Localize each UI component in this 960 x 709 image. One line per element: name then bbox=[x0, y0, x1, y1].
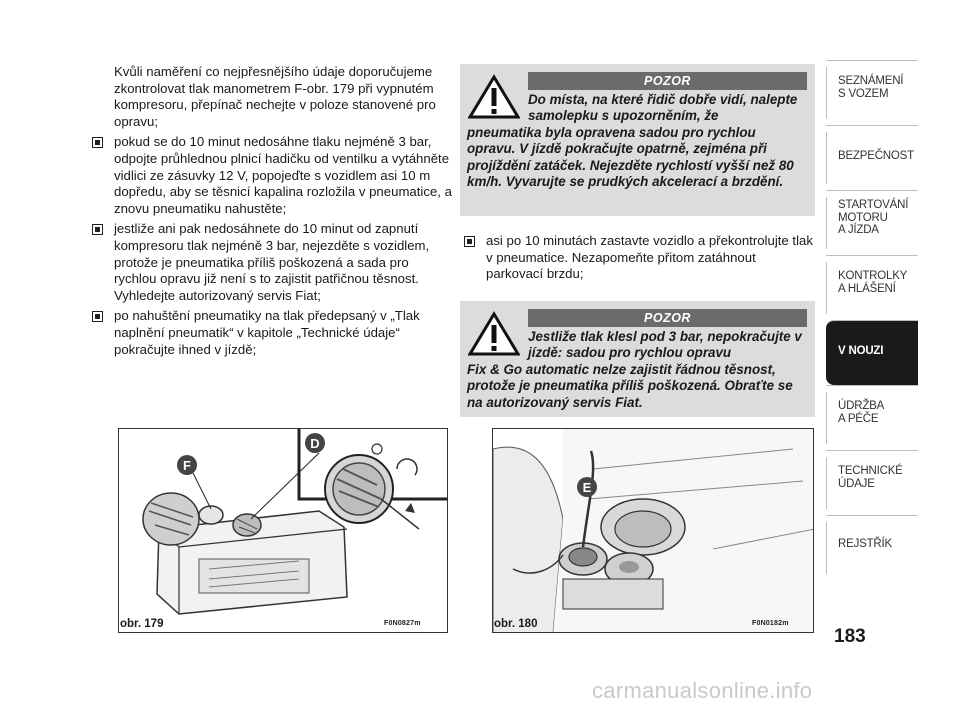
label-d: D bbox=[310, 436, 320, 451]
figure-code: F0N0827m bbox=[384, 620, 421, 627]
compressor-illustration bbox=[119, 429, 448, 633]
warning-text: pneumatika byla opravena sadou pro rychlou opravu. V jízdě pokračujte opatrně, zejména při projíždění zatáček. Nejezděte rychlostí vyšší než 80 km/h. Vyvarujte se prudkých akcelerací a brzdění. bbox=[467, 124, 794, 190]
figure-code: F0N0182m bbox=[752, 620, 789, 627]
warning-triangle-icon bbox=[468, 311, 520, 357]
figure-caption: obr. 180 bbox=[494, 618, 538, 630]
nav-item-kontrolky[interactable]: KONTROLKY A HLÁŠENÍ bbox=[826, 255, 918, 320]
nav-item-v-nouzi[interactable]: V NOUZI bbox=[826, 320, 918, 385]
label-e: E bbox=[582, 480, 592, 495]
intro-paragraph: Kvůli naměření co nejpřesnějšího údaje doporučujeme zkontrolovat tlak manometrem F-obr. 179 při vypnutém kompresoru, přepínač nechejte v poloze stanovené pro opravu; bbox=[114, 64, 436, 129]
nav-item-rejstrik[interactable]: REJSTŘÍK bbox=[826, 515, 918, 580]
warning-box bbox=[460, 64, 815, 216]
figure-179-compressor bbox=[118, 428, 448, 633]
warning-text: Fix & Go automatic nelze zajistit řádnou těsnost, protože je pneumatika příliš poškozená. Obraťte se na autorizovaný servis Fiat. bbox=[467, 361, 793, 410]
socket-illustration bbox=[493, 429, 814, 633]
figure-180-socket bbox=[492, 428, 814, 633]
warning-box bbox=[460, 301, 815, 417]
page-number: 183 bbox=[834, 626, 866, 647]
left-column bbox=[92, 64, 452, 362]
nav-item-bezpecnost[interactable]: BEZPEČNOST bbox=[826, 125, 918, 190]
checkbox-bullet-icon bbox=[464, 236, 475, 247]
warning-heading: POZOR bbox=[528, 309, 807, 327]
list-item: po nahuštění pneumatiky na tlak předepsaný v „Tlak naplnění pneumatik“ v kapitole „Technické údaje“ pokračujte ihned v jízdě; bbox=[92, 308, 452, 358]
nav-item-seznameni[interactable]: SEZNÁMENÍ S VOZEM bbox=[826, 60, 918, 125]
nav-item-udrzba[interactable]: ÚDRŽBA A PÉČE bbox=[826, 385, 918, 450]
watermark: carmanualsonline.info bbox=[592, 678, 813, 703]
checkbox-bullet-icon bbox=[92, 311, 103, 322]
warning-text-first: Jestliže tlak klesl pod 3 bar, nepokračujte v jízdě: sadou pro rychlou opravu bbox=[528, 329, 802, 361]
warning-heading: POZOR bbox=[528, 72, 807, 90]
label-f: F bbox=[183, 458, 191, 473]
list-item: asi po 10 minutách zastavte vozidlo a překontrolujte tlak v pneumatice. Nezapomeňte přitom zatáhnout parkovací brzdu; bbox=[464, 233, 814, 283]
section-nav bbox=[826, 60, 918, 580]
list-item: jestliže ani pak nedosáhnete do 10 minut od zapnutí kompresoru tlak nejméně 3 bar, nejezděte s vozidlem, protože je pneumatika příliš poškozená a sada pro rychlou opravu již není s to zajistit patřičnou těsnost. Vyhledejte autorizovaný servis Fiat; bbox=[92, 221, 452, 304]
checkbox-bullet-icon bbox=[92, 224, 103, 235]
warning-triangle-icon bbox=[468, 74, 520, 120]
warning-text-first: Do místa, na které řidič dobře vidí, nalepte samolepku s upozorněním, že bbox=[528, 92, 798, 124]
checkbox-bullet-icon bbox=[92, 137, 103, 148]
figure-caption: obr. 179 bbox=[120, 618, 164, 630]
list-item: pokud se do 10 minut nedosáhne tlaku nejméně 3 bar, odpojte průhlednou plnicí hadičku od ventilku a vytáhněte vidlici ze zásuvky 12 V, popojeďte s vozidlem asi 10 m dopředu, aby se těsnicí kapalina rozložila v pneumatice, a znovu pneumatiku nahustěte; bbox=[92, 134, 452, 217]
nav-item-startovani[interactable]: STARTOVÁNÍ MOTORU A JÍZDA bbox=[826, 190, 918, 255]
nav-item-technicke[interactable]: TECHNICKÉ ÚDAJE bbox=[826, 450, 918, 515]
